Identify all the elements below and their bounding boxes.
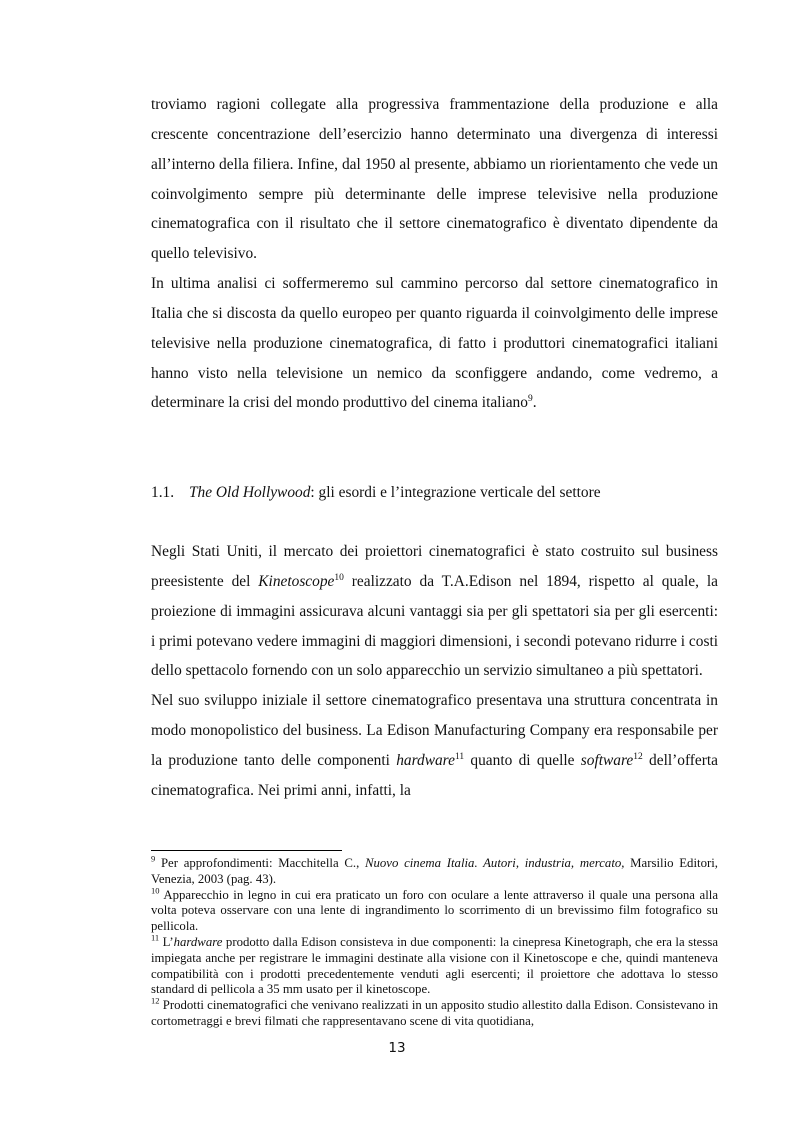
paragraph-text: realizzato da T.A.Edison nel 1894, rispetto al quale, la proiezione di immagini assicurava alcuni vantaggi sia per gli spettatori sia per gli esercenti: i primi potevano vedere immagini di maggiori dimensioni, i secondi potevano ridurre i costi dello spettacolo fornendo con un solo apparecchio un servizio simultaneo a più spettatori. bbox=[151, 572, 718, 680]
italic-term: software bbox=[580, 751, 634, 769]
footnote-number: 11 bbox=[151, 932, 160, 943]
footnote-text: L’ bbox=[159, 934, 174, 949]
footnote-9 bbox=[151, 853, 718, 888]
section-body bbox=[151, 537, 718, 806]
paragraph-text: troviamo ragioni collegate alla progressiva frammentazione della produzione e alla crescente concentrazione dell’esercizio hanno determinato una divergenza di interessi all’interno della filiera. Infine, dal 1950 al presente, abbiamo un riorientamento che vede un coinvolgimento sempre più determinante delle imprese televisive nella produzione cinematografica con il risultato che il settore cinematografico è diventato dipendente da quello televisivo. bbox=[151, 96, 718, 263]
footnote-ref[interactable]: 11 bbox=[454, 751, 465, 762]
footnote-text: Prodotti cinematografici che venivano realizzati in un apposito studio allestito dalla Edison. Consistevano in cortometraggi e brevi filmati che rappresentavano scene di vita quotidiana, bbox=[151, 998, 718, 1028]
paragraph bbox=[151, 537, 718, 686]
footnote-text: prodotto dalla Edison consisteva in due componenti: la cinepresa Kinetograph, che era la stessa impiegata anche per registrare le immagini destinate alla visione con il Kinetoscope e che, quindi manteneva compatibilità con i prodotti precedentemente venduti agli esercenti; il proiettore che adottava lo stesso standard di pellicola a 35 mm usato per il kinetoscope. bbox=[151, 934, 718, 997]
page-number: 13 bbox=[388, 1040, 406, 1056]
footnote-11 bbox=[151, 932, 718, 998]
paragraph-text: In ultima analisi ci soffermeremo sul cammino percorso dal settore cinematografico in Italia che si discosta da quello europeo per quanto riguarda il coinvolgimento delle imprese televisive nella produzione cinematografica, di fatto i produttori cinematografici italiani hanno visto nella televisione un nemico da sconfiggere andando, come vedremo, a determinare la crisi del mondo produttivo del cinema italiano bbox=[151, 275, 718, 412]
footnote-ref[interactable]: 9 bbox=[527, 394, 533, 405]
footnote-number: 12 bbox=[151, 995, 160, 1006]
italic-term: Kinetoscope bbox=[258, 572, 335, 590]
paragraph-text: . bbox=[532, 394, 537, 412]
section-title: : gli esordi e l’integrazione verticale del settore bbox=[310, 484, 601, 501]
paragraph bbox=[151, 90, 718, 269]
italic-term: hardware bbox=[396, 751, 455, 769]
section-number: 1.1. bbox=[151, 484, 175, 501]
footnote-divider bbox=[151, 850, 342, 851]
section-title-italic: The Old Hollywood bbox=[189, 484, 311, 501]
footnote-number: 10 bbox=[151, 885, 160, 896]
footnote-number: 9 bbox=[151, 853, 156, 864]
footnote-book-title: Nuovo cinema Italia. Autori, industria, mercato, bbox=[364, 856, 625, 870]
italic-term: hardware bbox=[173, 934, 223, 949]
footnote-text: Per approfondimenti: Macchitella C., bbox=[155, 856, 365, 870]
section-heading bbox=[151, 478, 718, 508]
intro-text bbox=[151, 90, 718, 418]
paragraph bbox=[151, 686, 718, 805]
footnote-10 bbox=[151, 885, 718, 935]
paragraph-text: quanto di quelle bbox=[464, 751, 581, 769]
footnote-text: Apparecchio in legno in cui era praticato un foro con oculare a lente attraverso il quale una persona alla volta poteva osservare con una lente di ingrandimento lo scorrimento di un brevissimo film fotografico su pellicola. bbox=[151, 887, 718, 934]
footnote-ref[interactable]: 12 bbox=[633, 751, 643, 762]
paragraph bbox=[151, 269, 718, 418]
footnotes bbox=[151, 853, 718, 1030]
footnote-text: Marsilio Editori, Venezia, 2003 (pag. 43). bbox=[151, 856, 718, 886]
footnote-12 bbox=[151, 995, 718, 1030]
paragraph-text: Negli Stati Uniti, il mercato dei proiettori cinematografici è stato costruito sul business preesistente del bbox=[151, 543, 718, 590]
paragraph-text: dell’offerta cinematografica. Nei primi anni, infatti, la bbox=[151, 751, 718, 799]
footnote-ref[interactable]: 10 bbox=[334, 572, 344, 583]
paragraph-text: Nel suo sviluppo iniziale il settore cinematografico presentava una struttura concentrata in modo monopolistico del business. La Edison Manufacturing Company era responsabile per la produzione tanto delle componenti bbox=[151, 692, 718, 769]
